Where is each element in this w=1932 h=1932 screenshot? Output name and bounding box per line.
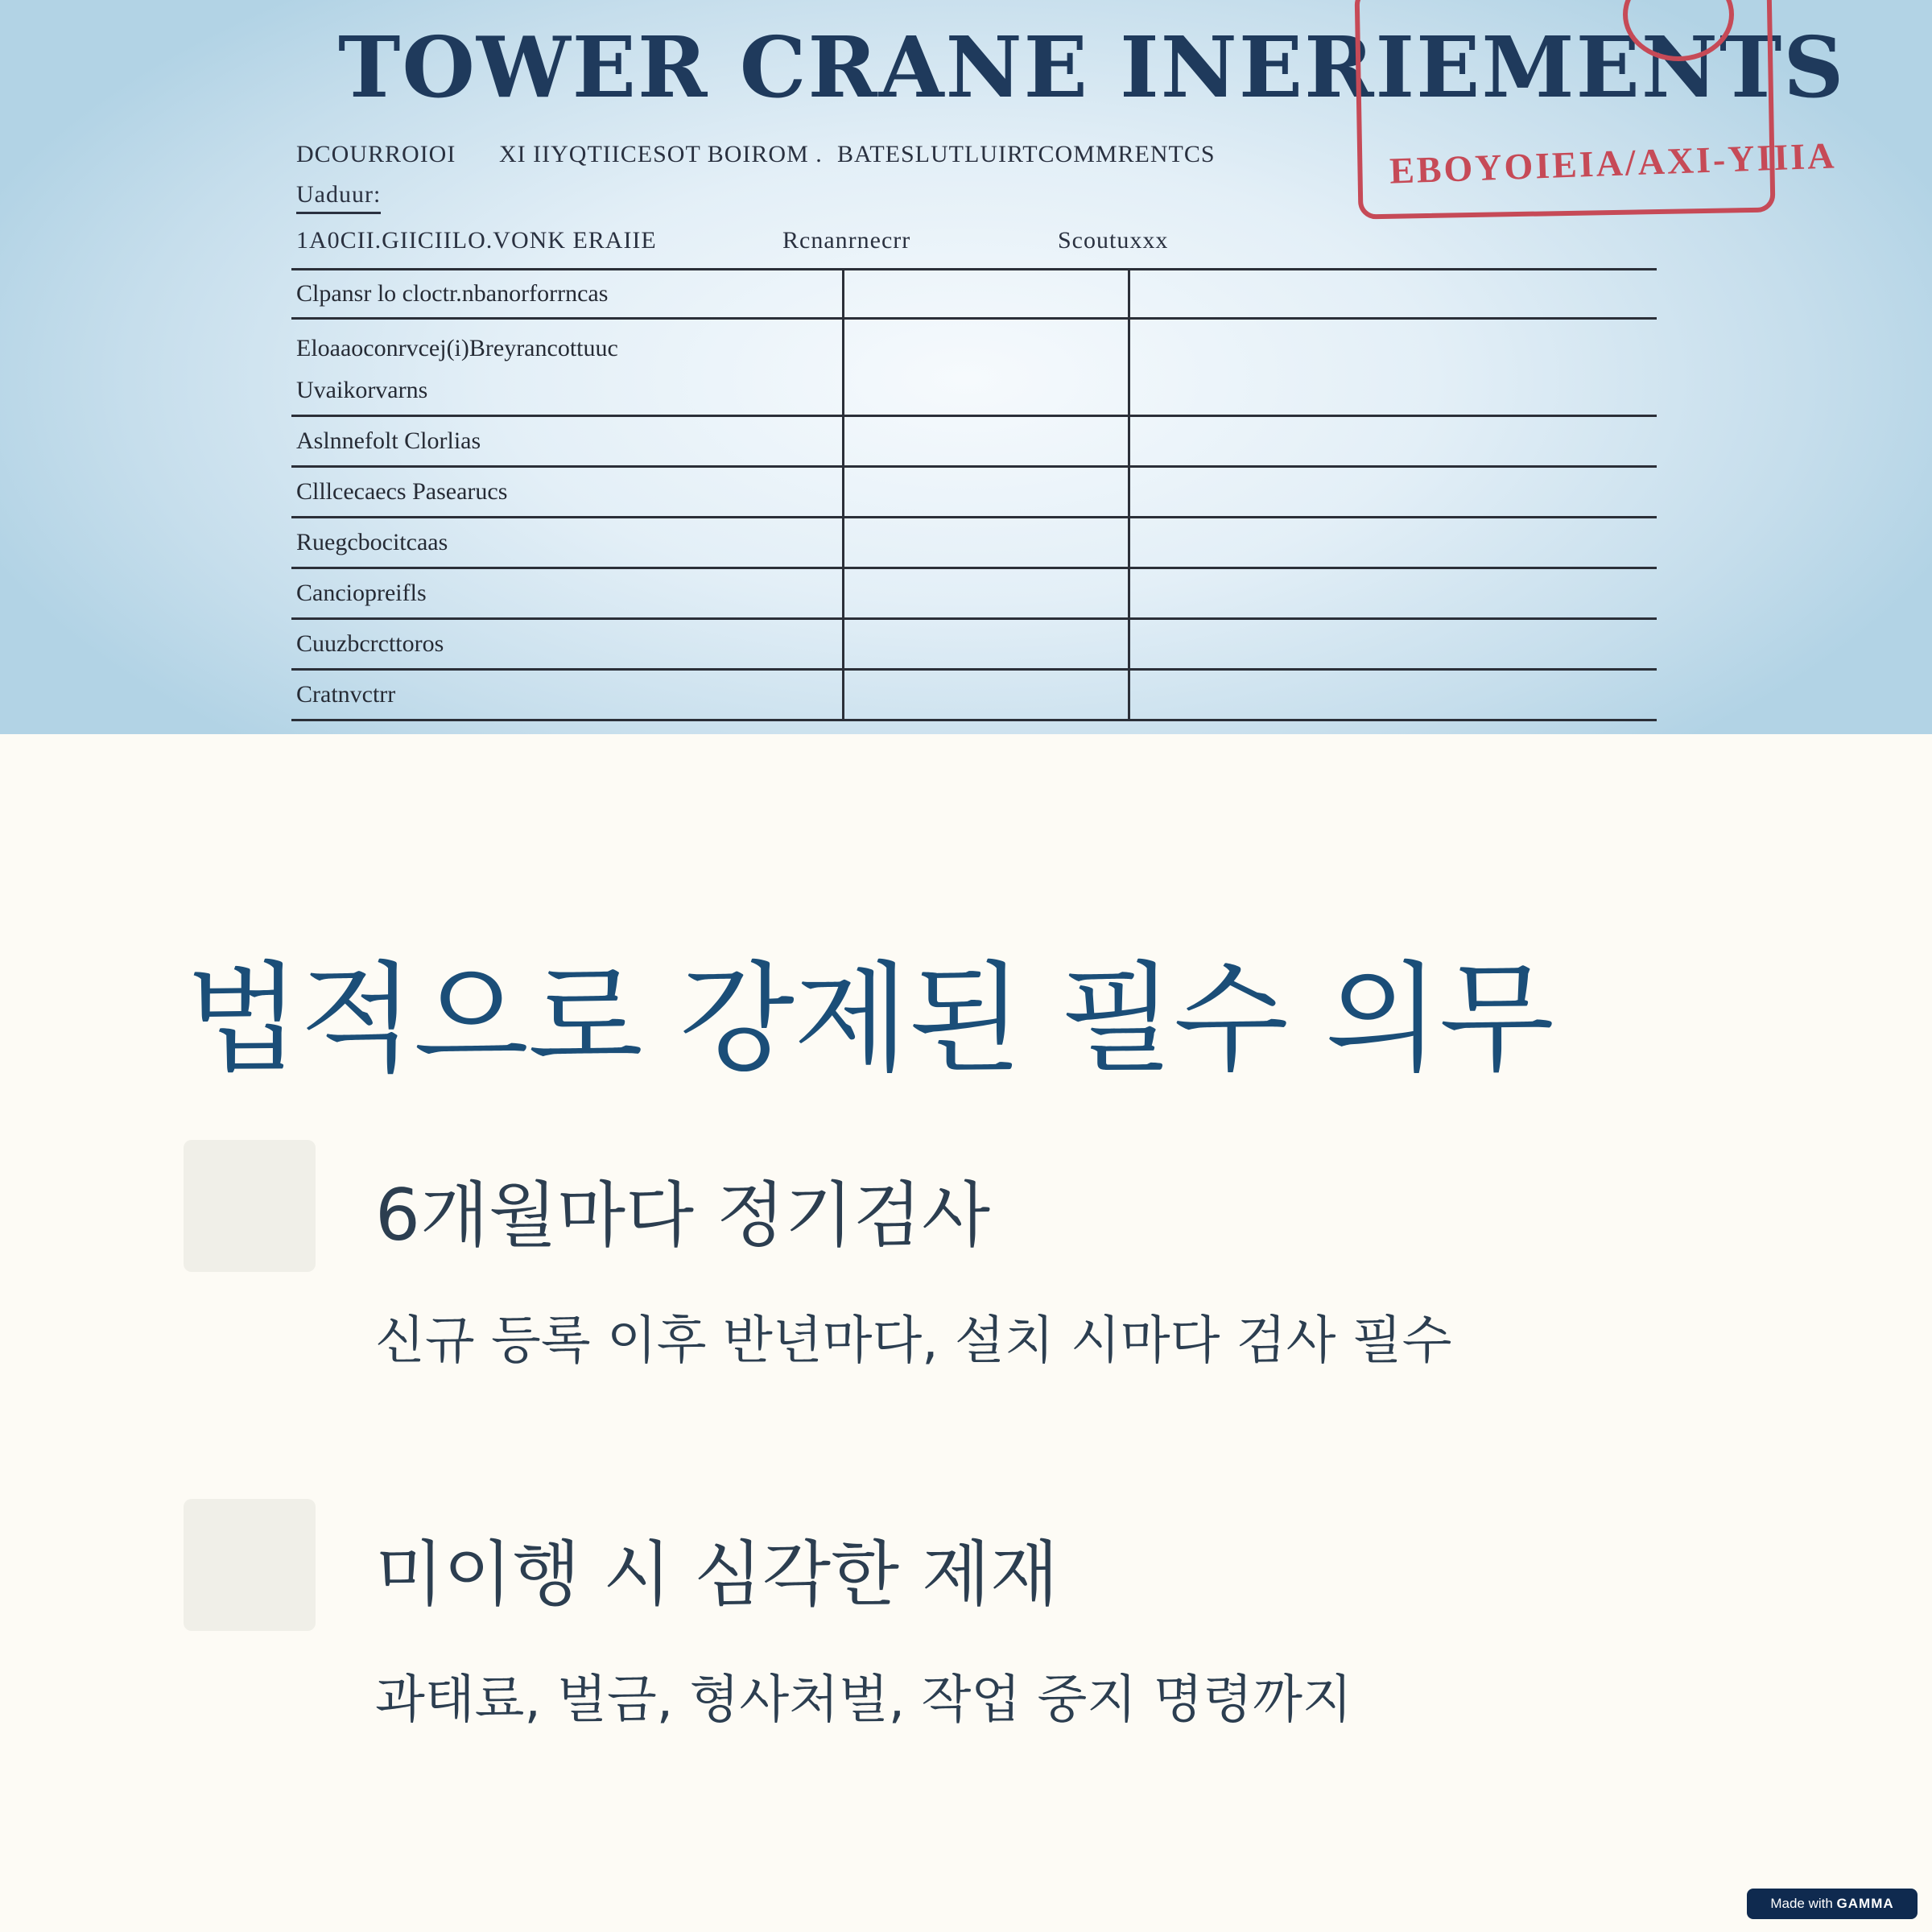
item-1-placeholder-box [184,1140,316,1272]
form-row-label: Clllcecaecs Pasearucs [296,478,508,505]
form-row-label: Aslnnefolt Clorlias [296,427,481,454]
form-row [291,569,1657,620]
item-2-placeholder-box [184,1499,316,1631]
document-title: TOWER CRANE INERIEMENTS [338,18,1846,117]
stamp-text: EBOYOIEIA/AXI-YIIIA [1389,134,1838,192]
item-2-title: 미이행 시 심각한 제재 [375,1533,1059,1616]
item-2-description: 과태료, 벌금, 형사처벌, 작업 중지 명령까지 [375,1670,1352,1730]
document-meta-label: Uaduur: [296,181,381,214]
form-row [291,671,1657,721]
form-row-label: Canciopreifls [296,580,427,606]
form-row [291,620,1657,671]
badge-prefix: Made with [1770,1896,1833,1911]
inspection-form-table [291,268,1657,721]
document-meta-2: XI IIYQTIICESOT BOIROM . [499,141,823,167]
form-column-header-1: 1A0CII.GIICIILO.VONK ERAIIE [296,227,657,254]
form-row [291,270,1657,320]
form-row-label: Cuuzbcrcttoros [296,630,444,657]
page-title: 법적으로 강제된 필수 의무 [185,950,1554,1088]
form-row [291,320,1657,417]
document-meta-3: BATESLUTLUIRTCOMMRENTCS [837,141,1216,167]
form-row-label: Eloaaoconrvcej(i)Breyrancottuuc Uvaikorvarns [296,335,618,403]
made-with-gamma-badge[interactable] [1747,1889,1918,1919]
form-column-header-2: Rcnanrnecrr [782,227,911,254]
form-row [291,518,1657,569]
form-row [291,417,1657,468]
form-column-header-3: Scoutuxxx [1058,227,1169,254]
form-row-label: Clpansr lo cloctr.nbanorforrncas [296,280,609,307]
form-row [291,468,1657,518]
item-1-title: 6개월마다 정기검사 [375,1174,991,1257]
document-meta-1: DCOURROIOI [296,141,456,167]
item-1-description: 신규 등록 이후 반년마다, 설치 시마다 검사 필수 [375,1311,1452,1371]
hero-document-image [0,0,1932,734]
badge-brand: GAMMA [1836,1896,1894,1911]
form-row-label: Ruegcbocitcaas [296,529,448,555]
form-row-label: Cratnvctrr [296,681,396,708]
